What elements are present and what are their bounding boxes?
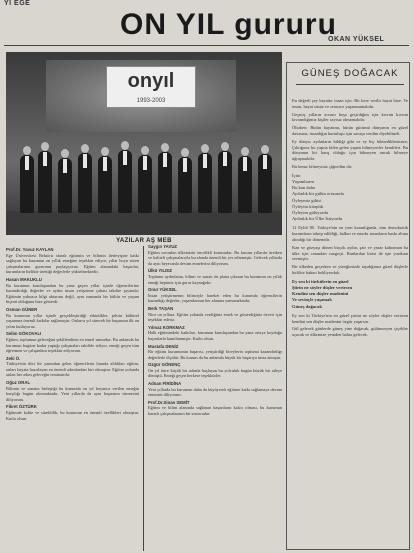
- banner-text: onyıl: [127, 70, 175, 92]
- poem-list: [292, 173, 408, 223]
- opinion-paragraph: Kan ve gözyaşı dönen birçok aydın, şair ve yazar kahraman bu ülke için canından vazgeçti. Bunlardan birisi de işte yurdunu sevmiştir.: [292, 244, 408, 262]
- tribute-author: Hasan MAKUKLU: [6, 276, 42, 282]
- opinion-paragraph: Geçmiş yılların acısını boşa geçirdiğim için kıvrım kıvrım kıvrandığımız kişiler sayısız olmamalıdır.: [292, 111, 408, 123]
- tribute-text: Bu kurumun yıllar içinde gerçekleştirdiği etkinlikler, şehrin kültürel yaşamına önemli katkılar sağlamıştır. Onlarca yıl sürecek bir başarının ilk on yılını kutluyoruz.: [6, 312, 139, 329]
- tribute-text: Nice on yıllara. Eğitim yolunda verdiğiniz emek ve gösterdiğiniz özveri için teşekkür ederiz.: [148, 311, 282, 323]
- tribute-author: Oğuz ORAL: [6, 380, 31, 386]
- tribute-author: Ozgür GÖNENÇ: [148, 362, 181, 368]
- tribute-text: Eğitimde kalite ve süreklilik, bu kurumun en önemli özellikleri olmuştur. Kutlu olsun.: [6, 410, 139, 421]
- opinion-paragraph: Ölürken: Bütün hayatımı, bütün gücümü dünyanın en güzel davasına, insanlığın kurtuluşu için savaşa verdim diyebilmeli.: [292, 125, 408, 136]
- tribute-text: Türkiye'nin dört bir yanından gelen öğrencilerin burada aldıkları eğitim, onları hayata hazırlayan en önemli adımlardan biri olmuştur. Eğitim yolunda atılan her adım geleceğin teminatıdır.: [6, 361, 139, 378]
- poem-line: Öyleyim kitaplık: [292, 203, 324, 209]
- tribute-paragraph: [6, 277, 139, 305]
- person-figure: [238, 156, 252, 213]
- opinion-paragraph: Bir ülkeden geçerken ve yüreğimizde taşıdığımız güzel düşlerle birlikte baharı bekliyorduk.: [292, 264, 408, 275]
- person-figure: [158, 152, 172, 213]
- tribute-author: Yılmaz KORKMAZ: [148, 324, 185, 330]
- tribute-paragraph: [6, 247, 139, 275]
- opinion-paragraph: Gül gelecek günlerde güneş yine doğacak, gülümseyen çiçekler açacak ve ülkemize yeniden bahar gelecek.: [292, 326, 408, 338]
- tribute-author: Prof.Dr. Yavuz KAYLAN: [6, 247, 54, 252]
- tribute-author: Onur YÜKSEL: [148, 287, 177, 293]
- poem-line: Bu kan daha: [292, 185, 315, 191]
- opinion-paragraph: En değerli şey hayattır insan için. Bir kere verilir hayat bize. Ve insan, hayat süsüz ve sessizce yaşanmamalıdır.: [292, 98, 408, 109]
- person-figure: [98, 156, 112, 213]
- tribute-paragraph: [148, 244, 282, 266]
- tribute-author: Fikret ÖZTÜRK: [6, 404, 37, 410]
- tribute-paragraph: [6, 331, 139, 353]
- tribute-text: İnsan yetiştirmenin bilinciyle hareket eden bu kurumda öğrencilerin kazandığı değerler, yaşamlarının her alanına yansımaktadır.: [148, 292, 282, 304]
- poem-line: Kendini sen düşler madenini: [292, 291, 349, 297]
- photo-banner: [106, 66, 196, 108]
- person-figure: [138, 155, 152, 213]
- person-figure: [178, 157, 192, 213]
- person-figure: [218, 151, 232, 213]
- photo-floor: [6, 211, 282, 235]
- poem-list: [292, 279, 408, 310]
- tribute-paragraph: [6, 356, 139, 378]
- tribute-paragraph: [148, 400, 282, 417]
- tribute-text: Halk eğitimindeki katkıları, kurumun kuruluşundan bu yana ortaya koyduğu başarılarla kanıtlanmıştır. Kutlu olsun.: [148, 330, 282, 341]
- tribute-paragraph: [6, 307, 139, 329]
- article-column-1: [6, 247, 139, 552]
- tribute-author: Prof.Dr.Sinan SEMİT: [148, 399, 190, 405]
- tribute-paragraph: [148, 362, 282, 379]
- poem-line: Ve sevinçle yaşamak: [292, 297, 332, 303]
- tribute-text: Bu kurumun kuruluşundan bu yana geçen yıllar içinde öğrencilerine kazandırdığı değerler ve aydın insan yetiştirme çabası takdire şayandır. Eğitimin yalnızca bilgi aktarımı değil, aynı zamanda bir kültür ve yaşam biçimi olduğunu bize gösterdi.: [6, 282, 139, 305]
- tribute-text: Eğitim sorunları ülkemizin öncelikli konusudur. Bu kurum yıllardır üretken ve kaliteli çalışmalarıyla bu alanda önemli bir yer edinmiştir. Gelecek yıllarda da aynı heyecanla devam etmelerini diliyorum.: [148, 249, 282, 266]
- opinion-paragraph: Bu kenar bilmeyiniz çiğnedim dir:: [292, 163, 353, 169]
- article-column-2: [148, 244, 282, 552]
- tribute-paragraph: [6, 404, 139, 421]
- poem-line: Öyleyim gülüyordu: [292, 209, 329, 215]
- poem-line: Aydınlık bir gülün ortasında: [292, 191, 344, 197]
- tribute-text: Toplumu aydınlatan, bilimi ve sanatı ön plana çıkaran bu kurumun on yıllık emeği hepimiz için gurur kaynağıdır.: [148, 273, 282, 285]
- tribute-paragraph: [148, 325, 282, 342]
- tribute-paragraph: [148, 287, 282, 304]
- poem-line: Öyleymiz gibisi: [292, 197, 322, 203]
- headline: ON YIL gururu: [120, 8, 337, 41]
- poem-line: Güneş doğacak: [292, 303, 322, 309]
- person-figure: [78, 153, 92, 213]
- tribute-author: Berk TAŞAN: [148, 305, 174, 311]
- tribute-author: Selim GÖKOVALI: [6, 331, 42, 337]
- poem-line: Ey sen ki türkülerin en güzel: [292, 278, 349, 284]
- opinion-paragraph: Ey sen ki Türkiye'nin en güzel şiirini ne söyler düşler verirsen kendini sen düşler madenini özgür yaşarsın.: [292, 312, 408, 324]
- opinion-text: [292, 98, 408, 550]
- header-rule: [4, 45, 409, 46]
- tribute-paragraph: [148, 306, 282, 323]
- tribute-author: Ülkü YILDIZ: [148, 268, 173, 274]
- tribute-text: Eğitim, toplumun geleceğini şekillendiren en temel unsurdur. Bu anlamda bu kurumun bugüne kadar yaptığı çalışmaları takdirle izliyor, emeği geçen tüm öğretmen ve çalışanlara teşekkür ediyorum.: [6, 336, 139, 354]
- tribute-paragraph: [6, 380, 139, 402]
- tribute-author: Osman GÜNER: [6, 306, 38, 312]
- tribute-text: Yeni yıllarda bu kurumun daha da büyüyerek eğitime katkı sağlamaya devam etmesini diliyorum.: [148, 386, 282, 398]
- tribute-author: Mustafa DENİZ: [148, 343, 179, 349]
- tribute-text: Ege Üniversitesi Rektörü olarak eğitimin ve bilimin ilerleyişine katkı sağlayan bu kurumun on yıllık emeğine teşekkür ediyor, yıllar boyu süren çalışmalarının gururunu paylaşıyoruz. Eğitim alanındaki başarılar, kurumların birlikte ürettiği değerlerle yükselmektedir.: [6, 252, 139, 275]
- poem-line: Aydınlık bir Ülke İstiyordu: [292, 216, 342, 222]
- person-figure: [38, 151, 52, 213]
- banner-years: 1993-2003: [136, 98, 166, 104]
- opinion-title-rule: [296, 84, 404, 85]
- opinion-paragraph: Ey dünya; aydınların bildiği gibi ve ey hiç bilmediklerimize; Çıktığınız bu yapıta bilen gelen yapan bilmeyenler kendileri. Bu dünyanın bir barış olduğu için bilmeyen ancak bilmeye uğraşmalıdır.: [292, 138, 408, 162]
- poem-line: İçtin: [292, 172, 301, 178]
- person-figure: [118, 150, 132, 213]
- person-figure: [258, 154, 272, 213]
- tribute-text: Bilimin ve sanatın birleştiği bu kurumda on yıl boyunca verilen emeğin karşılığı bugün alınmaktadır. Yeni yıllarda da aynı başarının sürmesini diliyorum.: [6, 385, 139, 402]
- section-tag: YI EGE: [4, 0, 31, 7]
- tribute-paragraph: [148, 381, 282, 398]
- tribute-author: Adnan FİRİDİNA: [148, 381, 182, 387]
- poem-line: Yaşamlarım: [292, 178, 314, 184]
- person-figure: [20, 155, 34, 213]
- byline: OKAN YÜKSEL: [328, 36, 385, 43]
- opinion-title: GÜNEŞ DOĞACAK: [301, 68, 399, 79]
- tribute-text: Bir eğitim kurumunun başarısı, yetiştirdiği bireylerin topluma kazandırdığı değerlerle ölçülür. Bu kurum da bu anlamda büyük bir başarıya imza atmıştır.: [148, 349, 282, 360]
- column-divider: [143, 246, 144, 551]
- person-figure: [198, 153, 212, 213]
- poem-line: Şiirin ne söyler düşler verirsen: [292, 284, 353, 290]
- opinion-paragraph: 12 Eylül 80. Türkiye'nin en yeni karanlığında, tüm demokratik kurumların tahrip edildiği, halkın ve onurlu insanların baskı altına alındığı bir dönemdir.: [292, 225, 408, 242]
- person-figure: [58, 158, 72, 213]
- photo-caption: YAZILAR AŞ MEB: [116, 238, 172, 244]
- event-photo: [6, 52, 282, 235]
- tribute-text: Eğitim ve bilim alanında sağlanan başarıların kalıcı olması, bu kurumun kararlı çalışmalarının bir sonucudur.: [148, 405, 282, 417]
- tribute-author: Saygın YAVUZ: [148, 244, 178, 249]
- tribute-paragraph: [148, 268, 282, 285]
- tribute-paragraph: [148, 344, 282, 361]
- tribute-text: On yıl önce küçük bir adımla başlayan bu yolculuk bugün büyük bir aileye dönüştü. Emeği geçen herkese teşekkürler.: [148, 367, 282, 379]
- tribute-author: Zeki Ö.: [6, 355, 21, 361]
